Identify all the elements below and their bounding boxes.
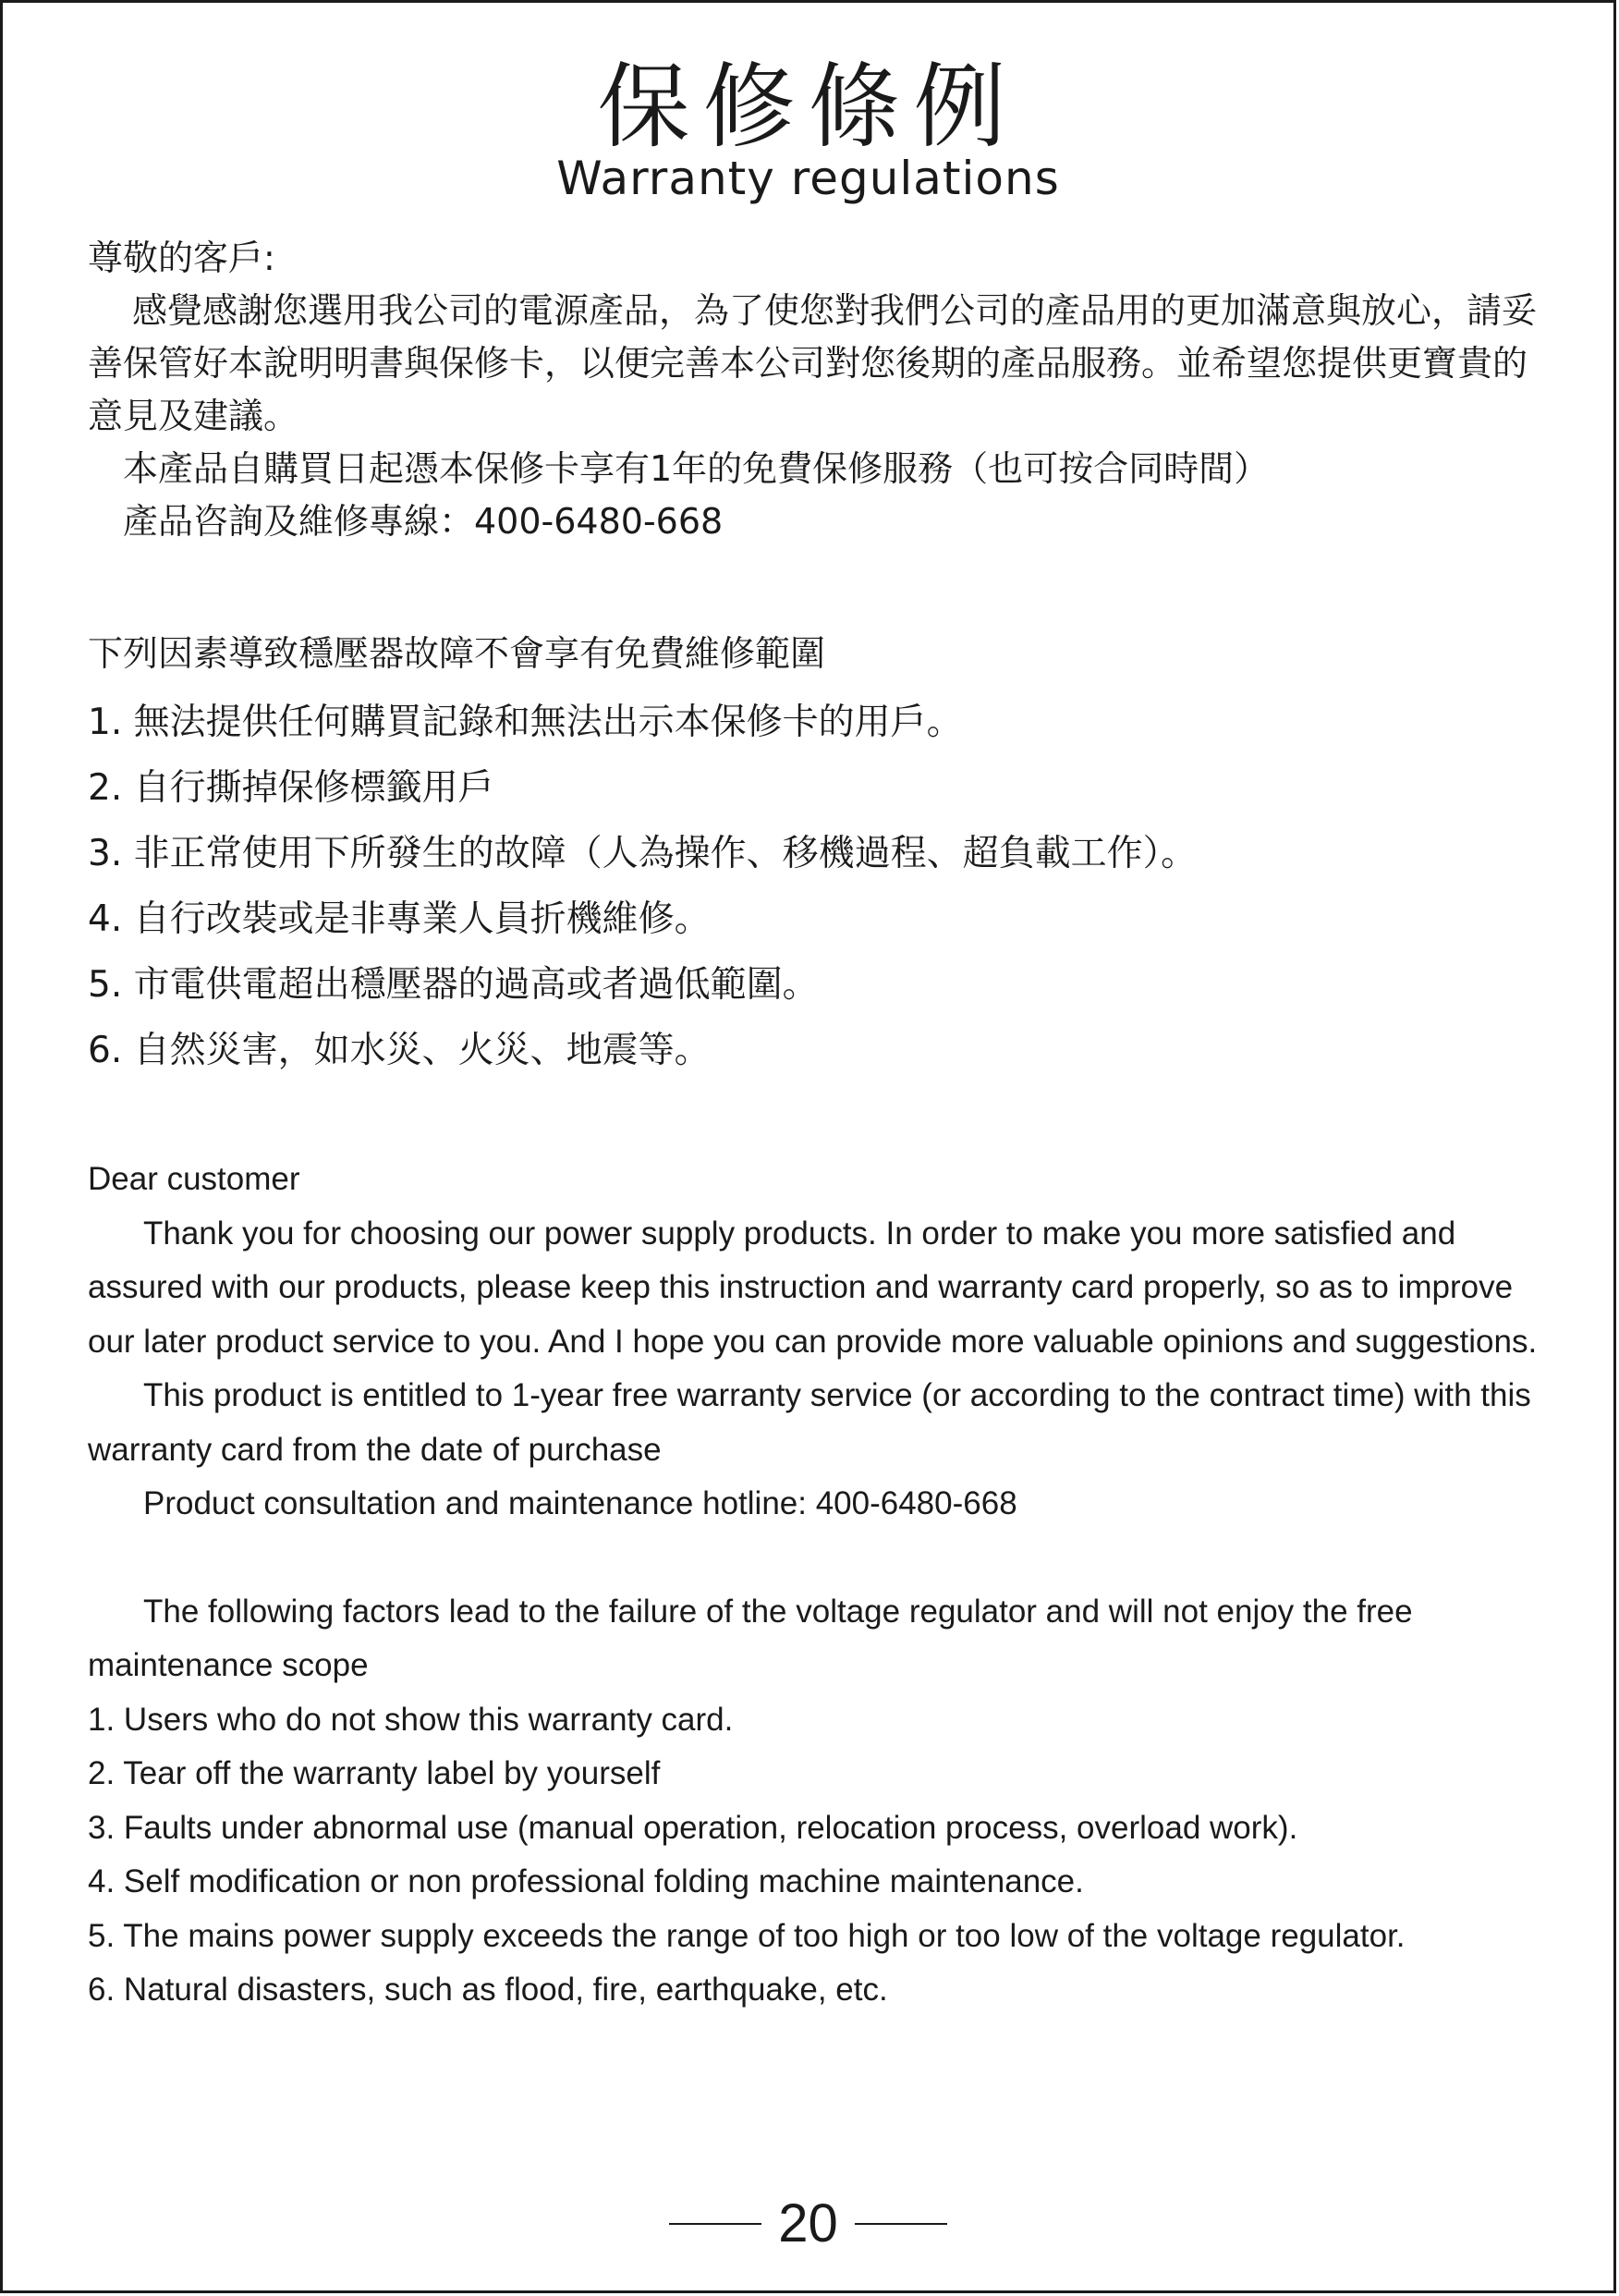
en-exclusion-item: 6. Natural disasters, such as flood, fire, earthquake, etc. <box>88 1972 888 2008</box>
zh-exclusions <box>88 624 1548 1083</box>
zh-hotline: 產品咨詢及維修專線：400-6480-668 <box>123 501 724 542</box>
zh-paragraph-1: 感覺感謝您選用我公司的電源產品，為了使您對我們公司的產品用的更加滿意與放心，請妥善保管好本說明明書與保修卡，以便完善本公司對您後期的產品服務。並希望您提供更寶貴的意見及建議。 <box>88 290 1538 436</box>
zh-exclusion-item: 2. 自行撕掉保修標籤用戶 <box>88 767 494 809</box>
zh-spacer <box>88 548 1548 624</box>
footer-rule-right <box>855 2223 947 2225</box>
zh-greeting: 尊敬的客戶: <box>88 238 275 278</box>
en-spacer <box>88 1532 1548 1585</box>
zh-exclusion-item: 4. 自行改裝或是非專業人員折機維修。 <box>88 898 711 940</box>
english-section <box>88 1153 1548 2018</box>
page-number: 20 <box>778 2193 838 2253</box>
footer-rule-left <box>669 2223 761 2225</box>
page-footer <box>3 2192 1613 2256</box>
zh-exclusion-item: 1. 無法提供任何購買記錄和無法出示本保修卡的用戶。 <box>88 702 963 743</box>
zh-exclusion-item: 3. 非正常使用下所發生的故障（人為操作、移機過程、超負載工作）。 <box>88 833 1198 874</box>
chinese-section <box>88 232 1548 1083</box>
page-title-english: Warranty regulations <box>556 152 1060 205</box>
page-title-chinese: 保修條例 <box>597 53 1019 161</box>
zh-exclusion-item: 5. 市電供電超出穩壓器的過高或者過低範圍。 <box>88 964 819 1006</box>
en-paragraph-1: Thank you for choosing our power supply products. In order to make you more satisfied and assured with our products, please keep this instruction and warranty card properly, so as to improve our later product service to you. And I hope you can provide more valuable opinions and suggestions. <box>88 1215 1538 1360</box>
en-exclusion-item: 3. Faults under abnormal use (manual operation, relocation process, overload work). <box>88 1809 1298 1846</box>
zh-exclusions-heading: 下列因素導致穩壓器故障不會享有免費維修範圍 <box>88 633 826 674</box>
en-greeting: Dear customer <box>88 1161 300 1197</box>
en-exclusion-item: 1. Users who do not show this warranty card. <box>88 1701 734 1738</box>
en-exclusions-heading: The following factors lead to the failure of the voltage regulator and will not enjoy the free maintenance scope <box>88 1593 1413 1683</box>
zh-paragraph-2: 本產品自購買日起憑本保修卡享有1年的免費保修服務（也可按合同時間） <box>123 448 1270 489</box>
en-exclusion-item: 5. The mains power supply exceeds the range of too high or too low of the voltage regulator. <box>88 1917 1406 1954</box>
en-exclusion-item: 2. Tear off the warranty label by yourself <box>88 1755 661 1791</box>
en-hotline: Product consultation and maintenance hotline: 400-6480-668 <box>143 1485 1017 1521</box>
en-exclusion-item: 4. Self modification or non professional folding machine maintenance. <box>88 1863 1084 1899</box>
en-paragraph-2: This product is entitled to 1-year free warranty service (or according to the contract time) with this warranty card from the date of purchase <box>88 1377 1531 1468</box>
zh-exclusion-item: 6. 自然災害，如水災、火災、地震等。 <box>88 1030 711 1071</box>
